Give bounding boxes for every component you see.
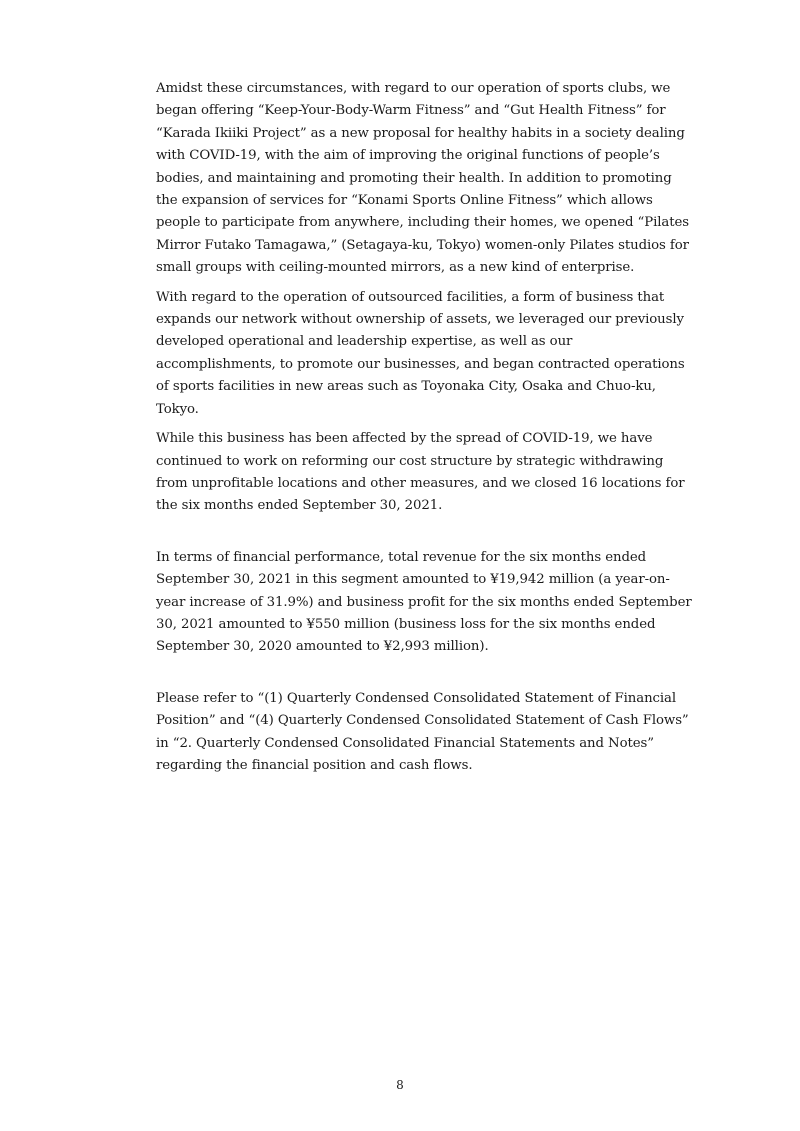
paragraph-spacer: [156, 421, 692, 428]
section-spacer: [156, 518, 692, 547]
paragraph-financial-position-reference: Please refer to “(1) Quarterly Condensed Consolidated Statement of Financial Position” and “(4) Quarterly Condensed Consolidated Statement of Cash Flows” in “2. Quarterly Condensed Consolidated Financial Statements and Notes” regarding the financial position and cash flows.: [156, 690, 689, 773]
page-number: 8: [396, 1078, 404, 1092]
paragraph-financial-performance: In terms of financial performance, total revenue for the six months ended September 30, 2021 in this segment amounted to ¥19,942 million (a year-on-year increase of 31.9%) and business profit for the six months ended September 30, 2021 amounted to ¥550 million (business loss for the six months ended September 30, 2020 amounted to ¥2,993 million).: [156, 549, 692, 655]
section-spacer: [156, 659, 692, 688]
paragraph-sports-clubs: Amidst these circumstances, with regard to our operation of sports clubs, we began offering “Keep-Your-Body-Warm Fitness” and “Gut Health Fitness” for “Karada Ikiiki Project” as a new proposal for healthy habits in a society dealing with COVID-19, with the aim of improving the original functions of people’s bodies, and maintaining and promoting their health. In addition to promoting the expansion of services for “Konami Sports Online Fitness” which allows people to participate from anywhere, including their homes, we opened “Pilates Mirror Futako Tamagawa,” (Setagaya-ku, Tokyo) women-only Pilates studios for small groups with ceiling-mounted mirrors, as a new kind of enterprise.: [156, 81, 689, 276]
paragraph-outsourced-facilities: With regard to the operation of outsourced facilities, a form of business that expands our network without ownership of assets, we leveraged our previously developed operational and leadership expertise, as well as our accomplishments, to promote our businesses, and began contracted operations of sports facilities in new areas such as Toyonaka City, Osaka and Chuo-ku, Tokyo.: [156, 289, 685, 417]
paragraph-spacer: [156, 280, 692, 287]
document-body: [156, 78, 692, 777]
paragraph-cost-structure: While this business has been affected by the spread of COVID-19, we have continued to work on reforming our cost structure by strategic withdrawing from unprofitable locations and other measures, and we closed 16 locations for the six months ended September 30, 2021.: [156, 431, 685, 514]
